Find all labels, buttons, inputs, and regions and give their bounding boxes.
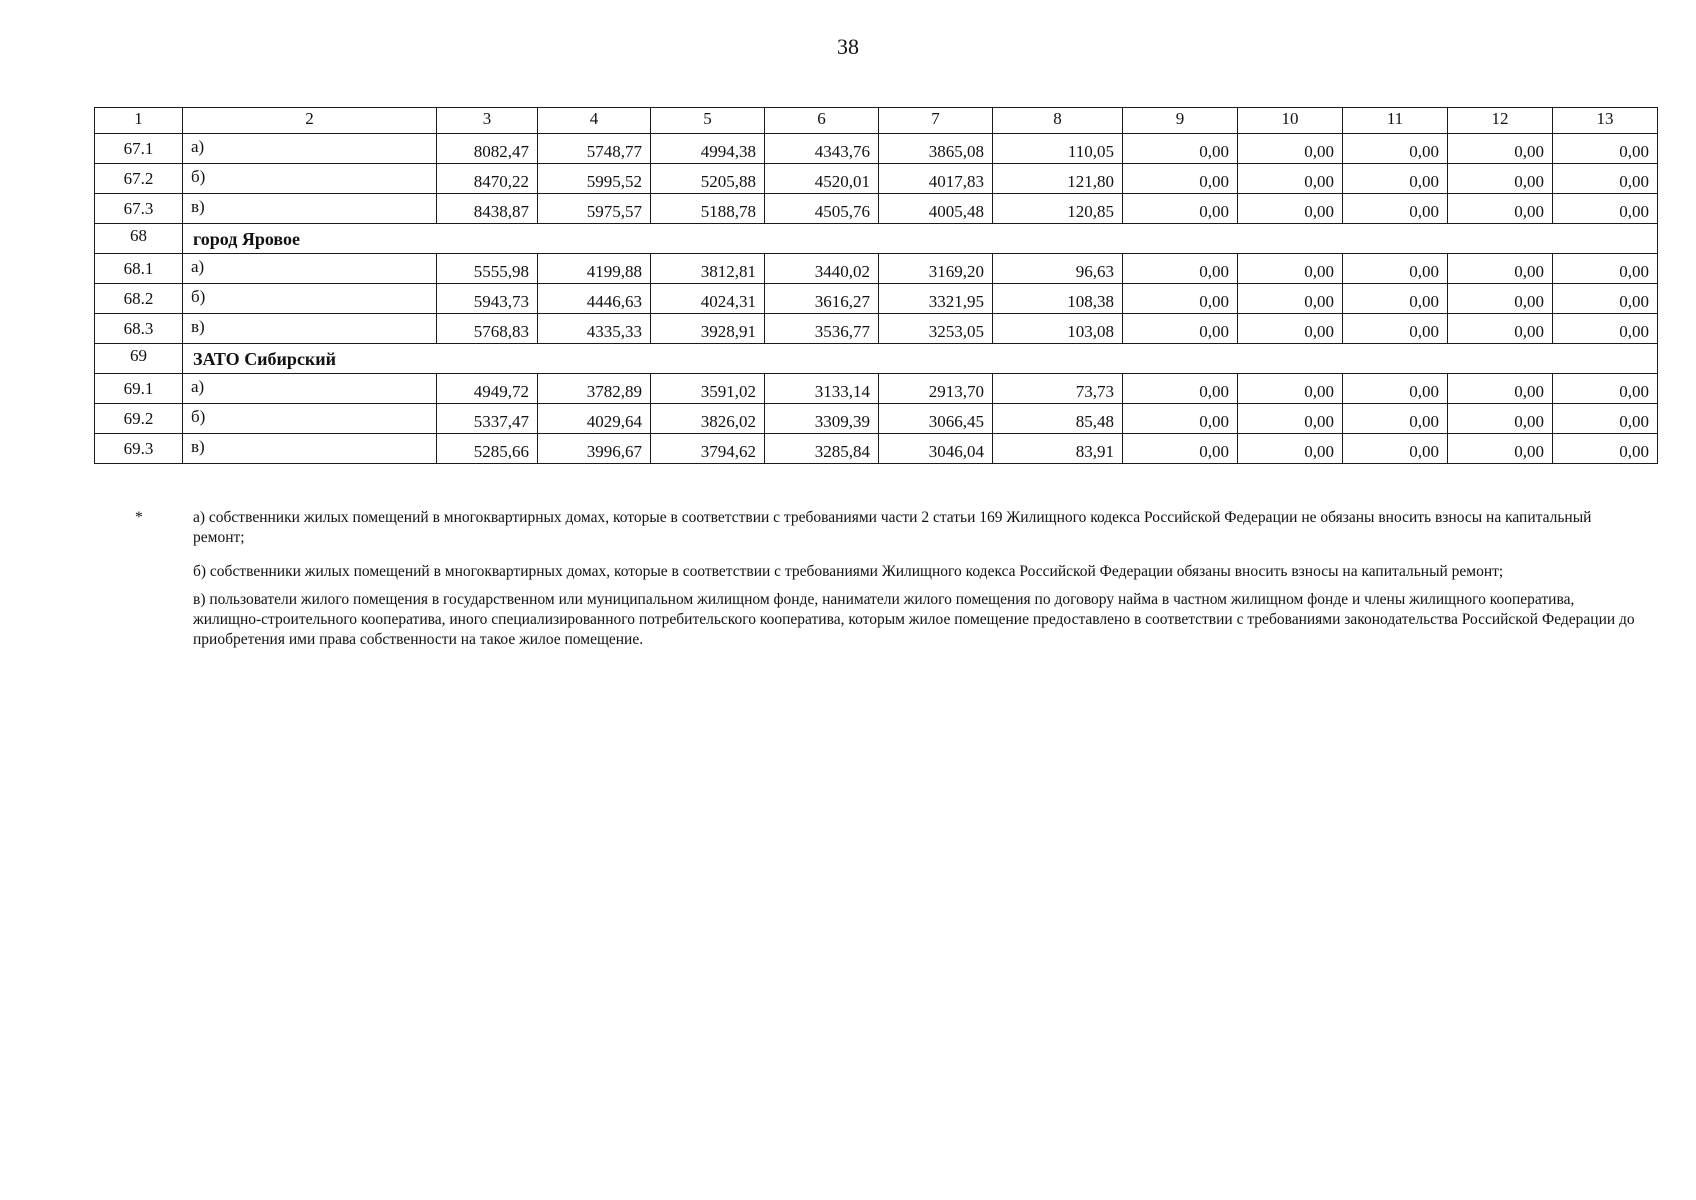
table-cell-value: 0,00: [1123, 254, 1238, 284]
table-cell-value: 0,00: [1343, 284, 1448, 314]
table-cell-value: 0,00: [1238, 164, 1343, 194]
table-cell-value: 0,00: [1343, 314, 1448, 344]
column-number-header: 12: [1448, 108, 1553, 134]
table-cell-value: 110,05: [993, 134, 1123, 164]
table-cell-value: 0,00: [1448, 404, 1553, 434]
column-number-header: 6: [765, 108, 879, 134]
table-cell-value: 83,91: [993, 434, 1123, 464]
page-number: 38: [837, 34, 859, 59]
footnote-b: б) собственники жилых помещений в многоквартирных домах, которые в соответствии с требованиями Жилищного кодекса Российской Федерации обязаны вносить взносы на капитальный ремонт;: [193, 563, 1504, 580]
table-cell-value: 0,00: [1448, 194, 1553, 224]
table-cell-value: 3928,91: [651, 314, 765, 344]
row-number: 68.3: [95, 314, 183, 344]
table-cell-value: 5188,78: [651, 194, 765, 224]
table-cell-value: 3616,27: [765, 284, 879, 314]
table-row: [95, 254, 1658, 284]
section-title: город Яровое: [183, 224, 1658, 254]
table-cell-value: 0,00: [1343, 194, 1448, 224]
table-cell-value: 85,48: [993, 404, 1123, 434]
table-cell-value: 0,00: [1553, 194, 1658, 224]
table-row: [95, 374, 1658, 404]
table-cell-value: 8438,87: [437, 194, 538, 224]
row-number: 68.2: [95, 284, 183, 314]
table-cell-value: 3794,62: [651, 434, 765, 464]
table-cell-value: 4505,76: [765, 194, 879, 224]
table-cell-value: 5768,83: [437, 314, 538, 344]
table-cell-value: 3133,14: [765, 374, 879, 404]
section-row: [95, 224, 1658, 254]
table-cell-value: 8470,22: [437, 164, 538, 194]
table-cell-value: 0,00: [1553, 404, 1658, 434]
table-cell-value: 3066,45: [879, 404, 993, 434]
table-cell-value: 3996,67: [538, 434, 651, 464]
section-number: 69: [95, 344, 183, 374]
table-cell-value: 4446,63: [538, 284, 651, 314]
table-cell-value: 0,00: [1123, 194, 1238, 224]
table-cell-value: 5285,66: [437, 434, 538, 464]
table-body: [95, 108, 1658, 464]
table-cell-value: 0,00: [1238, 374, 1343, 404]
table-cell-value: 3812,81: [651, 254, 765, 284]
row-category: б): [183, 284, 437, 314]
table-cell-value: 0,00: [1553, 134, 1658, 164]
table-cell-value: 4199,88: [538, 254, 651, 284]
table-cell-value: 3309,39: [765, 404, 879, 434]
table-cell-value: 3285,84: [765, 434, 879, 464]
table-cell-value: 3782,89: [538, 374, 651, 404]
column-number-header: 3: [437, 108, 538, 134]
row-category: а): [183, 254, 437, 284]
column-number-header: 1: [95, 108, 183, 134]
table-cell-value: 96,63: [993, 254, 1123, 284]
row-category: б): [183, 164, 437, 194]
table-row: [95, 164, 1658, 194]
column-number-header: 8: [993, 108, 1123, 134]
table-cell-value: 0,00: [1448, 164, 1553, 194]
table-cell-value: 0,00: [1343, 374, 1448, 404]
table-cell-value: 0,00: [1553, 284, 1658, 314]
table-cell-value: 3826,02: [651, 404, 765, 434]
table-cell-value: 4017,83: [879, 164, 993, 194]
table-cell-value: 0,00: [1238, 404, 1343, 434]
table-cell-value: 4949,72: [437, 374, 538, 404]
table-cell-value: 4994,38: [651, 134, 765, 164]
table-row: [95, 404, 1658, 434]
row-number: 69.1: [95, 374, 183, 404]
table-cell-value: 0,00: [1343, 404, 1448, 434]
row-category: а): [183, 134, 437, 164]
column-number-header-row: [95, 108, 1658, 134]
section-title: ЗАТО Сибирский: [183, 344, 1658, 374]
table-cell-value: 0,00: [1553, 164, 1658, 194]
table-cell-value: 5943,73: [437, 284, 538, 314]
table-cell-value: 0,00: [1448, 134, 1553, 164]
table-cell-value: 0,00: [1553, 254, 1658, 284]
table-row: [95, 314, 1658, 344]
table-cell-value: 0,00: [1448, 314, 1553, 344]
row-number: 68.1: [95, 254, 183, 284]
table-cell-value: 8082,47: [437, 134, 538, 164]
table-cell-value: 0,00: [1123, 374, 1238, 404]
table-cell-value: 0,00: [1123, 434, 1238, 464]
footnote-a: а) собственники жилых помещений в многоквартирных домах, которые в соответствии с требованиями части 2 статьи 169 Жилищного кодекса Российской Федерации не обязаны вносить взносы на капитальный ремонт;: [193, 509, 1592, 546]
table-cell-value: 0,00: [1238, 314, 1343, 344]
table-cell-value: 3865,08: [879, 134, 993, 164]
row-category: в): [183, 194, 437, 224]
table-cell-value: 4343,76: [765, 134, 879, 164]
column-number-header: 9: [1123, 108, 1238, 134]
footnotes: [135, 508, 1655, 664]
table-cell-value: 3046,04: [879, 434, 993, 464]
table-cell-value: 0,00: [1343, 254, 1448, 284]
row-number: 69.2: [95, 404, 183, 434]
table-cell-value: 0,00: [1238, 284, 1343, 314]
table-cell-value: 4005,48: [879, 194, 993, 224]
table-cell-value: 0,00: [1238, 254, 1343, 284]
table-cell-value: 0,00: [1553, 434, 1658, 464]
table-cell-value: 4024,31: [651, 284, 765, 314]
table-cell-value: 3253,05: [879, 314, 993, 344]
table-cell-value: 5975,57: [538, 194, 651, 224]
table-cell-value: 0,00: [1448, 374, 1553, 404]
section-number: 68: [95, 224, 183, 254]
table-cell-value: 121,80: [993, 164, 1123, 194]
column-number-header: 4: [538, 108, 651, 134]
table-cell-value: 120,85: [993, 194, 1123, 224]
table-cell-value: 5337,47: [437, 404, 538, 434]
table-cell-value: 0,00: [1238, 434, 1343, 464]
table-row: [95, 134, 1658, 164]
table-cell-value: 0,00: [1448, 434, 1553, 464]
table-cell-value: 5555,98: [437, 254, 538, 284]
table-cell-value: 5748,77: [538, 134, 651, 164]
row-category: б): [183, 404, 437, 434]
footnote-c: в) пользователи жилого помещения в государственном или муниципальном жилищном фонде, наниматели жилого помещения по договору найма в частном жилищном фонде и члены жилищного кооператива, жилищно-строительного кооператива, иного специализированного потребительского кооператива, которым жилое помещение предоставлено в соответствии с требованиями законодательства Российской Федерации до приобретения ими права собственности на такое жилое помещение.: [193, 591, 1635, 648]
table-cell-value: 3536,77: [765, 314, 879, 344]
table-cell-value: 4029,64: [538, 404, 651, 434]
row-category: в): [183, 434, 437, 464]
table-cell-value: 0,00: [1123, 134, 1238, 164]
tariff-table-container: [94, 107, 1657, 464]
column-number-header: 2: [183, 108, 437, 134]
table-cell-value: 0,00: [1343, 164, 1448, 194]
row-number: 67.3: [95, 194, 183, 224]
table-cell-value: 0,00: [1553, 314, 1658, 344]
table-cell-value: 5205,88: [651, 164, 765, 194]
row-number: 67.2: [95, 164, 183, 194]
table-cell-value: 0,00: [1123, 314, 1238, 344]
row-category: в): [183, 314, 437, 344]
column-number-header: 11: [1343, 108, 1448, 134]
table-cell-value: 0,00: [1123, 404, 1238, 434]
tariff-table: [94, 107, 1658, 464]
table-cell-value: 3321,95: [879, 284, 993, 314]
table-cell-value: 0,00: [1238, 194, 1343, 224]
table-cell-value: 0,00: [1123, 284, 1238, 314]
table-cell-value: 108,38: [993, 284, 1123, 314]
table-cell-value: 0,00: [1448, 254, 1553, 284]
row-number: 67.1: [95, 134, 183, 164]
table-cell-value: 103,08: [993, 314, 1123, 344]
row-category: а): [183, 374, 437, 404]
table-cell-value: 0,00: [1343, 134, 1448, 164]
table-row: [95, 284, 1658, 314]
table-cell-value: 5995,52: [538, 164, 651, 194]
table-cell-value: 0,00: [1343, 434, 1448, 464]
table-cell-value: 0,00: [1123, 164, 1238, 194]
table-cell-value: 3591,02: [651, 374, 765, 404]
table-cell-value: 3169,20: [879, 254, 993, 284]
table-cell-value: 3440,02: [765, 254, 879, 284]
column-number-header: 10: [1238, 108, 1343, 134]
table-cell-value: 2913,70: [879, 374, 993, 404]
table-cell-value: 4520,01: [765, 164, 879, 194]
table-cell-value: 0,00: [1238, 134, 1343, 164]
footnote-marker: *: [135, 509, 143, 526]
table-cell-value: 0,00: [1448, 284, 1553, 314]
column-number-header: 7: [879, 108, 993, 134]
column-number-header: 5: [651, 108, 765, 134]
table-cell-value: 4335,33: [538, 314, 651, 344]
table-cell-value: 0,00: [1553, 374, 1658, 404]
table-row: [95, 194, 1658, 224]
column-number-header: 13: [1553, 108, 1658, 134]
table-cell-value: 73,73: [993, 374, 1123, 404]
table-row: [95, 434, 1658, 464]
row-number: 69.3: [95, 434, 183, 464]
section-row: [95, 344, 1658, 374]
